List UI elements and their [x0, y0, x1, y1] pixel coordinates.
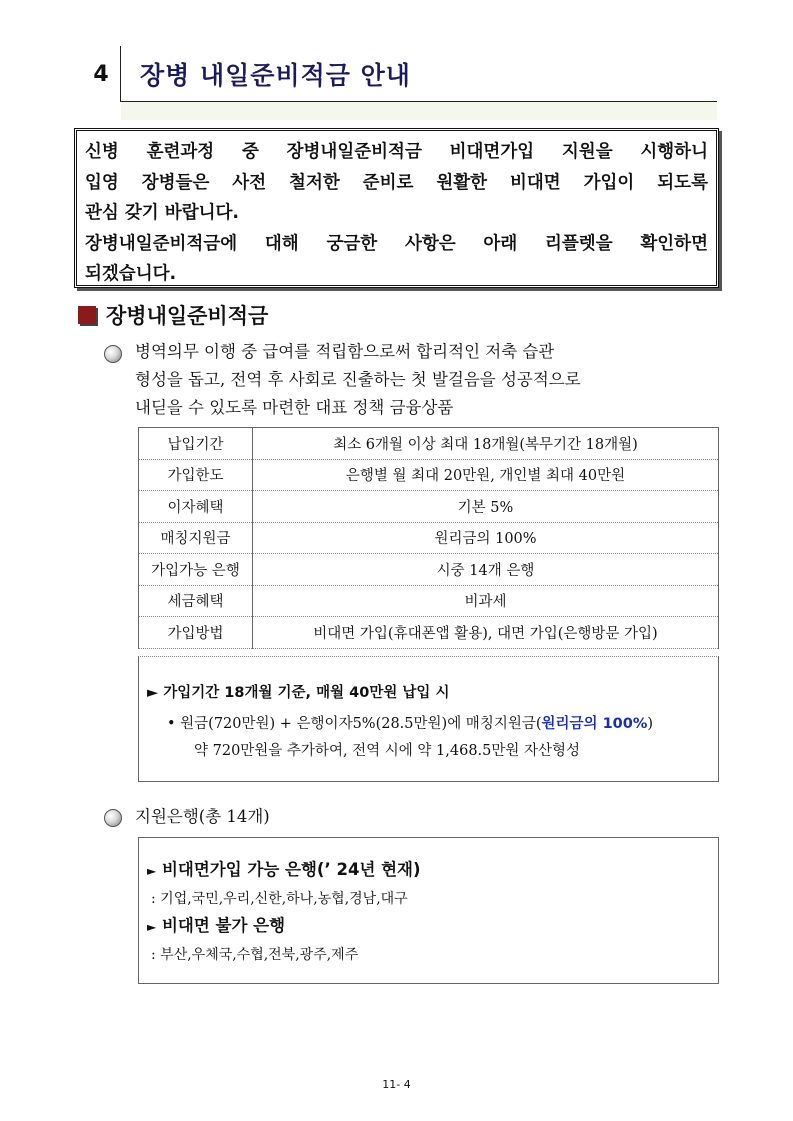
matching-highlight: 원리금의 100% [541, 716, 648, 732]
table-key: 세금혜택 [139, 585, 253, 617]
circle-bullet-icon [104, 345, 122, 363]
header-shade [121, 102, 717, 120]
available-banks-list: : 기업,국민,우리,신한,하나,농협,경남,대구 [151, 891, 408, 907]
section-title: 장병내일준비적금 [106, 304, 269, 328]
table-key: 가입가능 은행 [139, 554, 253, 586]
table-row [139, 554, 719, 586]
description-line: 형성을 돕고, 전역 후 사회로 진출하는 첫 발걸음을 성공적으로 [135, 370, 581, 389]
product-info-table [138, 427, 719, 649]
table-key: 가입방법 [139, 617, 253, 649]
table-value: 기본 5% [253, 491, 719, 523]
table-value: 최소 6개월 이상 최대 18개월(복무기간 18개월) [253, 428, 719, 460]
chapter-title: 장병 내일준비적금 안내 [140, 61, 411, 90]
table-value: 비과세 [253, 585, 719, 617]
table-value: 시중 14개 은행 [253, 554, 719, 586]
table-row [139, 428, 719, 460]
notice-line: 되겠습니다. [85, 264, 177, 284]
unavailable-banks-title: 비대면 불가 은행 [161, 916, 286, 935]
table-row [139, 459, 719, 491]
table-value: 은행별 월 최대 20만원, 개인별 최대 40만원 [253, 459, 719, 491]
example-line [167, 712, 653, 733]
example-line-suffix: ) [647, 716, 654, 732]
chapter-number: 4 [93, 62, 109, 87]
table-row [139, 491, 719, 523]
table-row [139, 522, 719, 554]
table-row [139, 585, 719, 617]
banks-box [138, 837, 719, 984]
notice-line: 신병 훈련과정 중 장병내일준비적금 비대면가입 지원을 시행하니 [85, 142, 708, 162]
notice-line: 장병내일준비적금에 대해 궁금한 사항은 아래 리플렛을 확인하면 [85, 233, 708, 254]
available-banks-title: 비대면가입 가능 은행(’ 24년 현재) [161, 860, 421, 879]
arrow-right-icon: ► [147, 864, 157, 878]
notice-box [74, 128, 719, 288]
banks-title: 지원은행(총 14개) [135, 807, 270, 826]
arrow-right-icon: ► [147, 920, 157, 934]
section-square-icon [78, 306, 96, 324]
description-line: 병역의무 이행 중 급여를 적립함으로써 합리적인 저축 습관 [135, 342, 555, 361]
table-row [139, 617, 719, 649]
page-number: 11- 4 [382, 1078, 411, 1091]
unavailable-banks-heading [147, 912, 285, 936]
available-banks-heading [147, 856, 421, 880]
table-key: 납입기간 [139, 428, 253, 460]
product-description [135, 338, 715, 422]
description-line: 내딛을 수 있도록 마련한 대표 정책 금융상품 [135, 398, 454, 417]
header-divider-vertical [120, 46, 121, 102]
example-line-prefix: • 원금(720만원) + 은행이자5%(28.5만원)에 매칭지원금( [167, 716, 542, 732]
table-key: 가입한도 [139, 459, 253, 491]
chapter-header [78, 42, 718, 120]
table-key: 이자혜택 [139, 491, 253, 523]
circle-bullet-icon [104, 809, 122, 827]
notice-line: 입영 장병들은 사전 철저한 준비로 원활한 비대면 가입이 되도록 [85, 172, 708, 193]
header-divider-horizontal [120, 101, 717, 102]
example-line: 약 720만원을 추가하여, 전역 시에 약 1,468.5만원 자산형성 [194, 743, 581, 759]
table-value: 원리금의 100% [253, 522, 719, 554]
table-key: 매칭지원금 [139, 522, 253, 554]
example-title: ► 가입기간 18개월 기준, 매월 40만원 납입 시 [147, 685, 450, 701]
table-value: 비대면 가입(휴대폰앱 활용), 대면 가입(은행방문 가입) [253, 617, 719, 649]
savings-example-box [138, 656, 719, 782]
unavailable-banks-list: : 부산,우체국,수협,전북,광주,제주 [151, 947, 359, 963]
notice-line: 관심 갖기 바랍니다. [85, 203, 240, 223]
